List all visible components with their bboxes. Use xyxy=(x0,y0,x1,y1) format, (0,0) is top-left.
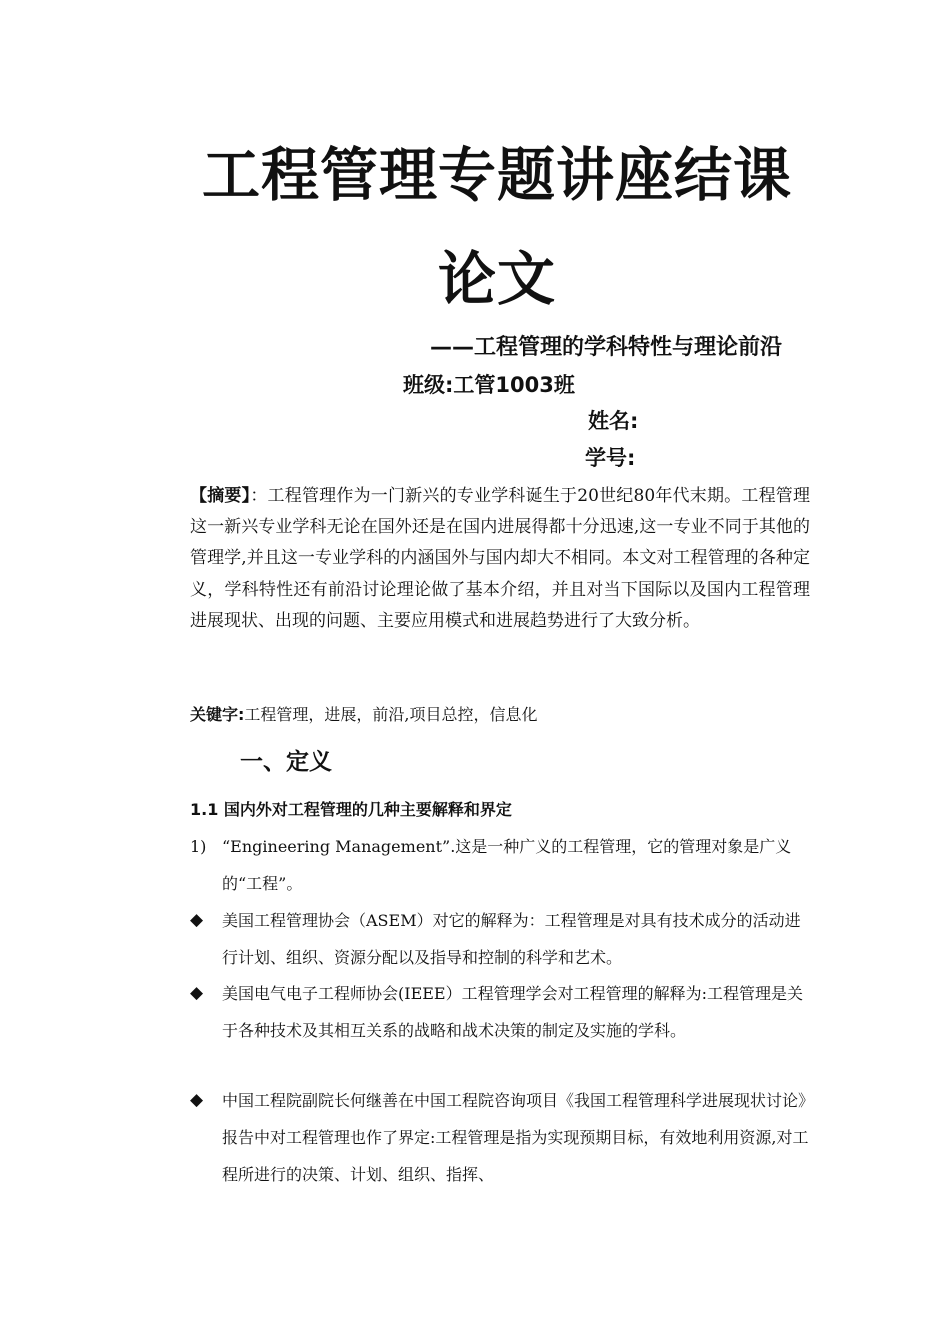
keywords-label: 关键字: xyxy=(190,705,245,724)
list-item-text: 美国工程管理协会（ASEM）对它的解释为：工程管理是对具有技术成分的活动进行计划、组织、资源分配以及指导和控制的科学和艺术。 xyxy=(222,911,801,967)
keywords-text: 工程管理，进展，前沿,项目总控，信息化 xyxy=(244,705,538,724)
document-title-line2: 论文 xyxy=(437,245,556,313)
abstract-paragraph xyxy=(190,481,810,637)
class-info: 班级:工管1003班 xyxy=(403,373,575,397)
list-item xyxy=(190,975,810,1049)
abstract-text: ：工程管理作为一门新兴的专业学科诞生于20世纪80年代末期。工程管理这一新兴专业学科无论在国外还是在国内进展得都十分迅速,这一专业不同于其他的管理学,并且这一专业学科的内涵国外与国内却大不相同。本文对工程管理的各种定义，学科特性还有前沿讨论理论做了基本介绍，并且对当下国际以及国内工程管理进展现状、出现的问题、主要应用模式和进展趋势进行了大致分析。 xyxy=(190,486,810,631)
list-item-text: 中国工程院副院长何继善在中国工程院咨询项目《我国工程管理科学进展现状讨论》报告中对工程管理也作了界定:工程管理是指为实现预期目标，有效地利用资源,对工程所进行的决策、计划、组织、指挥、 xyxy=(222,1091,809,1184)
keywords-line xyxy=(190,702,538,725)
document-title-line1: 工程管理专题讲座结课 xyxy=(201,141,792,209)
diamond-bullet-icon: ◆ xyxy=(190,910,204,930)
list-item xyxy=(190,828,810,902)
student-name-label: 姓名: xyxy=(588,409,639,433)
diamond-bullet-icon: ◆ xyxy=(190,1090,204,1110)
list-item-text: 美国电气电子工程师协会(IEEE）工程管理学会对工程管理的解释为:工程管理是关于各种技术及其相互关系的战略和战术决策的制定及实施的学科。 xyxy=(222,984,803,1040)
list-item xyxy=(190,902,810,976)
document-subtitle: ——工程管理的学科特性与理论前沿 xyxy=(430,335,783,360)
list-item-text: “Engineering Management”.这是一种广义的工程管理，它的管理对象是广义的“工程”。 xyxy=(222,837,792,893)
section-heading: 一、定义 xyxy=(240,749,332,775)
student-id-label: 学号: xyxy=(585,446,636,470)
list-item xyxy=(190,1082,810,1193)
subsection-heading: 1.1 国内外对工程管理的几种主要解释和界定 xyxy=(190,800,512,819)
abstract-label: 【摘要】 xyxy=(190,486,251,506)
diamond-bullet-icon: ◆ xyxy=(190,983,204,1003)
list-number-marker: 1) xyxy=(190,837,207,856)
